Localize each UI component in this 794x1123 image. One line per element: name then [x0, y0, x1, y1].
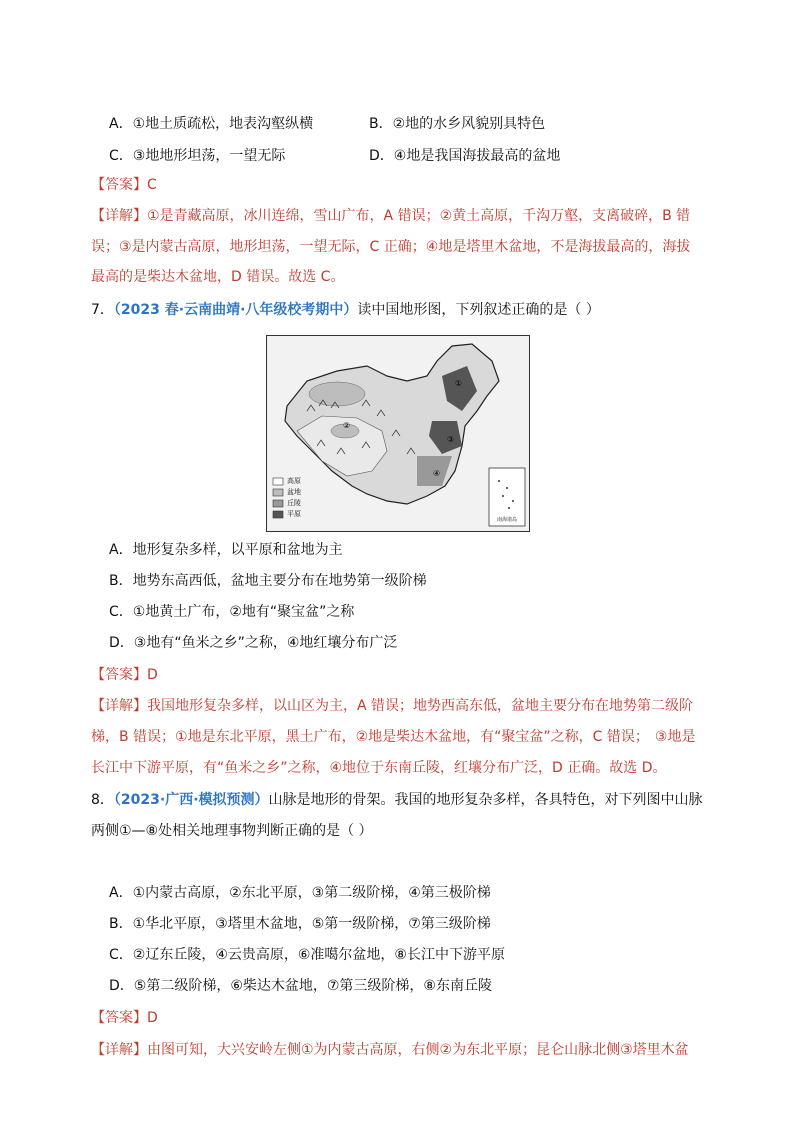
answer-tag: 【答案】 — [91, 177, 147, 193]
answer-tag: 【答案】 — [91, 667, 147, 683]
detail-text: 我国地形复杂多样，以山区为主，A 错误；地势西高东低，盆地主要分布在地势第二级阶 — [147, 698, 694, 714]
q8-answer — [91, 1008, 158, 1028]
detail-text-highlight: ③地是 — [654, 729, 696, 745]
q6-option-c: C．③地地形坦荡，一望无际 — [109, 148, 286, 164]
q8-stem — [91, 790, 703, 810]
question-source: （2023 春·云南曲靖·八年级校考期中） — [113, 302, 358, 318]
q6-detail-line-1 — [91, 206, 690, 226]
q7-detail-line-1 — [91, 696, 693, 716]
answer-value: C — [147, 177, 157, 193]
svg-text:④: ④ — [433, 469, 441, 478]
detail-tag: 【详解】 — [91, 1042, 147, 1058]
q7-option-b: B．地势东高西低，盆地主要分布在地势第一级阶梯 — [109, 573, 427, 589]
question-text: 山脉是地形的骨架。我国的地形复杂多样，各具特色，对下列图中山脉 — [268, 792, 703, 808]
q8-option-a: A．①内蒙古高原，②东北平原，③第二级阶梯，④第三极阶梯 — [109, 885, 491, 901]
q7-stem — [91, 300, 600, 320]
detail-text: 由图可知，大兴安岭左侧①为内蒙古高原，右侧②为东北平原；昆仑山脉北侧③塔里木盆 — [147, 1042, 689, 1058]
map-legend — [287, 476, 301, 520]
q6-detail-line-3: 最高的是柴达木盆地，D 错误。故选 C。 — [91, 269, 345, 285]
answer-value: D — [147, 667, 158, 683]
question-number: 8． — [91, 792, 114, 808]
q6-answer — [91, 175, 157, 195]
q6-detail-line-2: 误；③是内蒙古高原，地形坦荡，一望无际，C 正确；④地是塔里木盆地，不是海拔最高的，海拔 — [91, 239, 691, 255]
q6-option-a: A．①地土质疏松，地表沟壑纵横 — [109, 116, 314, 132]
q8-option-d: D．⑤第二级阶梯，⑥柴达木盆地，⑦第三级阶梯，⑧东南丘陵 — [109, 978, 492, 994]
map-inset-label: 南海诸岛 — [497, 517, 518, 523]
question-number: 7． — [91, 302, 114, 318]
svg-text:②: ② — [343, 421, 351, 430]
legend-plain: 平原 — [287, 510, 301, 518]
detail-text: ①是青藏高原，冰川连绵，雪山广布，A 错误；②黄土高原，千沟万壑，支离破碎，B 错 — [147, 208, 691, 224]
q8-detail-line-1 — [91, 1040, 689, 1060]
q7-option-d: D．③地有“鱼米之乡”之称，④地红壤分布广泛 — [109, 635, 398, 651]
detail-tag: 【详解】 — [91, 698, 147, 714]
map-graphic — [267, 336, 529, 531]
q8-option-c: C．②辽东丘陵，④云贵高原，⑥准噶尔盆地，⑧长江中下游平原 — [109, 947, 505, 963]
detail-tag: 【详解】 — [91, 208, 147, 224]
legend-basin: 盆地 — [287, 488, 301, 496]
svg-text:①: ① — [455, 379, 463, 388]
q7-answer — [91, 665, 158, 685]
q6-option-d: D．④地是我国海拔最高的盆地 — [369, 148, 561, 164]
q7-option-c: C．①地黄土广布，②地有“聚宝盆”之称 — [109, 604, 355, 620]
answer-tag: 【答案】 — [91, 1010, 147, 1026]
q8-option-b: B．①华北平原，③塔里木盆地，⑤第一级阶梯，⑦第三级阶梯 — [109, 916, 491, 932]
legend-hills: 丘陵 — [287, 499, 301, 507]
legend-plateau: 高原 — [287, 477, 301, 485]
q7-option-a: A．地形复杂多样，以平原和盆地为主 — [109, 542, 343, 558]
svg-text:③: ③ — [447, 435, 455, 444]
question-text: 读中国地形图，下列叙述正确的是（ ） — [357, 302, 600, 318]
detail-text: 梯，B 错误；①地是东北平原，黑土广布，②地是柴达木盆地，有“聚宝盆”之称，C 错误； — [91, 729, 649, 745]
q8-stem-line-2: 两侧①—⑧处相关地理事物判断正确的是（ ） — [91, 823, 373, 839]
q7-detail-line-2 — [91, 727, 695, 747]
question-source: （2023·广西·模拟预测） — [113, 792, 269, 808]
q6-option-b: B．②地的水乡风貌别具特色 — [369, 116, 546, 132]
q7-detail-line-3: 长江中下游平原，有“鱼米之乡”之称，④地位于东南丘陵，红壤分布广泛，D 正确。故选 D。 — [91, 760, 667, 776]
china-terrain-map — [266, 335, 530, 532]
answer-value: D — [147, 1010, 158, 1026]
